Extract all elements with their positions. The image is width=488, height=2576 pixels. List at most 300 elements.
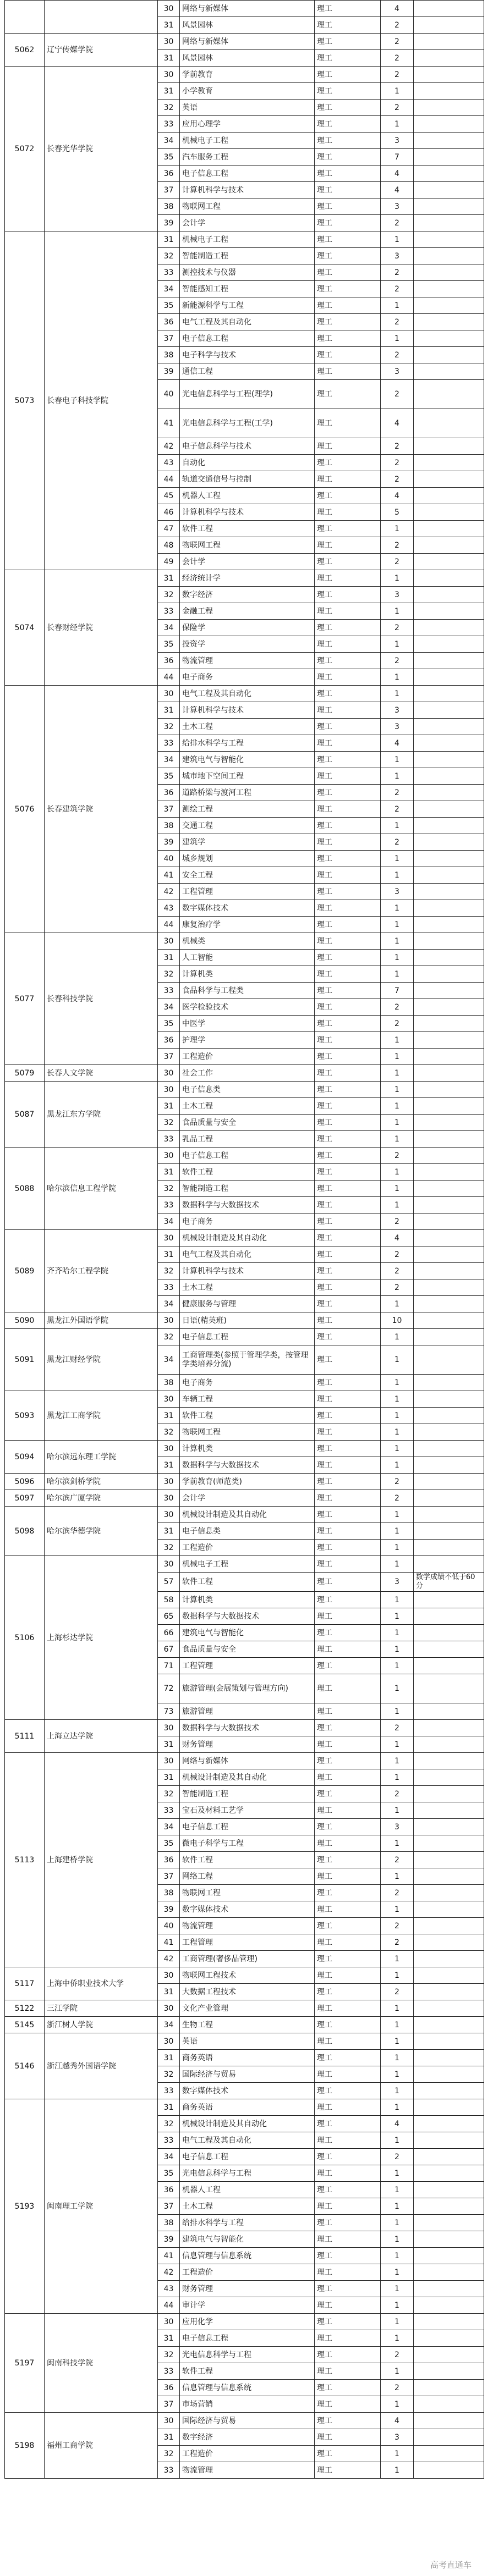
school-name-cell: 闽南科技学院 xyxy=(45,2314,158,2413)
school-code-cell: 5193 xyxy=(5,2099,45,2314)
plan-count-cell: 1 xyxy=(381,2083,414,2099)
major-number-cell: 34 xyxy=(158,620,180,636)
category-cell: 理工 xyxy=(315,1769,381,1786)
table-row xyxy=(5,231,484,248)
plan-count-cell: 2 xyxy=(381,1720,414,1736)
major-name-cell: 机器人工程 xyxy=(180,488,315,504)
major-name-cell: 旅游管理 xyxy=(180,1703,315,1720)
school-name-cell: 上海立达学院 xyxy=(45,1720,158,1753)
major-name-cell: 智能制造工程 xyxy=(180,1786,315,1802)
plan-count-cell: 1 xyxy=(381,1556,414,1573)
plan-count-cell: 3 xyxy=(381,1573,414,1592)
major-name-cell: 生物工程 xyxy=(180,2017,315,2033)
major-name-cell: 物联网工程技术 xyxy=(180,1967,315,1984)
table-row xyxy=(5,1474,484,1490)
major-name-cell: 电子信息工程 xyxy=(180,166,315,182)
major-number-cell: 39 xyxy=(158,834,180,851)
note-cell xyxy=(414,116,484,133)
major-name-cell: 电气工程及其自动化 xyxy=(180,2132,315,2149)
category-cell: 理工 xyxy=(315,1835,381,1852)
plan-count-cell: 4 xyxy=(381,409,414,438)
note-cell xyxy=(414,1115,484,1131)
category-cell: 理工 xyxy=(315,1556,381,1573)
major-name-cell: 会计学 xyxy=(180,1490,315,1507)
note-cell xyxy=(414,1,484,17)
major-number-cell: 32 xyxy=(158,587,180,603)
plan-count-cell: 2 xyxy=(381,801,414,818)
major-number-cell: 33 xyxy=(158,1197,180,1213)
plan-count-cell: 1 xyxy=(381,900,414,917)
category-cell: 理工 xyxy=(315,1329,381,1345)
plan-count-cell: 1 xyxy=(381,1049,414,1065)
note-cell xyxy=(414,1457,484,1474)
note-cell xyxy=(414,2314,484,2330)
major-name-cell: 土木工程 xyxy=(180,1279,315,1296)
plan-count-cell: 1 xyxy=(381,1641,414,1658)
category-cell: 理工 xyxy=(315,884,381,900)
major-name-cell: 电子信息工程 xyxy=(180,2330,315,2347)
note-cell xyxy=(414,2248,484,2264)
major-number-cell: 31 xyxy=(158,1408,180,1424)
major-number-cell: 45 xyxy=(158,488,180,504)
major-number-cell: 31 xyxy=(158,1098,180,1115)
school-name-cell: 长春建筑学院 xyxy=(45,686,158,933)
major-number-cell: 30 xyxy=(158,1490,180,1507)
plan-count-cell: 1 xyxy=(381,1625,414,1641)
note-cell xyxy=(414,1391,484,1408)
major-number-cell: 35 xyxy=(158,768,180,785)
major-name-cell: 商务英语 xyxy=(180,2099,315,2116)
plan-count-cell: 2 xyxy=(381,1786,414,1802)
table-row xyxy=(5,1082,484,1098)
table-row xyxy=(5,686,484,702)
major-name-cell: 电子商务 xyxy=(180,1213,315,1230)
plan-count-cell: 1 xyxy=(381,2231,414,2248)
plan-count-cell: 3 xyxy=(381,2429,414,2446)
note-cell xyxy=(414,1736,484,1753)
major-number-cell: 42 xyxy=(158,2264,180,2281)
major-name-cell: 投资学 xyxy=(180,636,315,653)
category-cell: 理工 xyxy=(315,2116,381,2132)
note-cell xyxy=(414,1658,484,1674)
school-name-cell: 齐齐哈尔工程学院 xyxy=(45,1230,158,1312)
plan-count-cell: 1 xyxy=(381,1424,414,1441)
category-cell: 理工 xyxy=(315,1540,381,1556)
category-cell: 理工 xyxy=(315,2281,381,2297)
note-cell xyxy=(414,34,484,50)
major-number-cell: 36 xyxy=(158,2182,180,2198)
major-name-cell: 国际经济与贸易 xyxy=(180,2413,315,2429)
school-code-cell: 5094 xyxy=(5,1441,45,1474)
note-cell xyxy=(414,1082,484,1098)
note-cell xyxy=(414,1263,484,1279)
plan-count-cell: 1 xyxy=(381,2066,414,2083)
note-cell xyxy=(414,1345,484,1375)
category-cell: 理工 xyxy=(315,2050,381,2066)
plan-count-cell: 1 xyxy=(381,1901,414,1918)
major-name-cell: 建筑电气与智能化 xyxy=(180,1625,315,1641)
note-cell xyxy=(414,1852,484,1868)
category-cell: 理工 xyxy=(315,1197,381,1213)
major-number-cell: 34 xyxy=(158,1819,180,1835)
school-code-cell: 5198 xyxy=(5,2413,45,2479)
note-cell xyxy=(414,867,484,884)
school-code-cell: 5146 xyxy=(5,2033,45,2099)
major-name-cell: 电气工程及其自动化 xyxy=(180,314,315,330)
plan-count-cell: 1 xyxy=(381,2033,414,2050)
major-name-cell: 小学教育 xyxy=(180,83,315,100)
major-name-cell: 会计学 xyxy=(180,215,315,231)
major-name-cell: 计算机科学与技术 xyxy=(180,702,315,719)
major-name-cell: 土木工程 xyxy=(180,1098,315,1115)
plan-count-cell: 3 xyxy=(381,363,414,380)
note-cell xyxy=(414,1181,484,1197)
plan-count-cell: 1 xyxy=(381,1592,414,1608)
plan-count-cell: 2 xyxy=(381,438,414,455)
note-cell xyxy=(414,1868,484,1885)
plan-count-cell: 1 xyxy=(381,1658,414,1674)
category-cell: 理工 xyxy=(315,2033,381,2050)
enrollment-plan-table xyxy=(4,0,484,2479)
major-name-cell: 计算机科学与技术 xyxy=(180,504,315,521)
note-cell xyxy=(414,314,484,330)
school-name-cell: 上海杉达学院 xyxy=(45,1556,158,1720)
category-cell: 理工 xyxy=(315,438,381,455)
major-name-cell: 电子信息工程 xyxy=(180,1148,315,1164)
major-name-cell: 经济统计学 xyxy=(180,570,315,587)
major-number-cell: 33 xyxy=(158,264,180,281)
school-code-cell: 5079 xyxy=(5,1065,45,1082)
major-name-cell: 数据科学与大数据技术 xyxy=(180,1720,315,1736)
major-number-cell: 46 xyxy=(158,504,180,521)
major-number-cell: 38 xyxy=(158,198,180,215)
major-number-cell: 31 xyxy=(158,950,180,966)
note-cell xyxy=(414,950,484,966)
major-name-cell: 电子信息工程 xyxy=(180,1329,315,1345)
major-name-cell: 电子信息工程 xyxy=(180,2149,315,2165)
category-cell: 理工 xyxy=(315,34,381,50)
note-cell xyxy=(414,2446,484,2462)
plan-count-cell: 2 xyxy=(381,999,414,1016)
major-number-cell: 34 xyxy=(158,999,180,1016)
note-cell xyxy=(414,1934,484,1951)
plan-count-cell: 5 xyxy=(381,504,414,521)
note-cell xyxy=(414,488,484,504)
major-number-cell: 30 xyxy=(158,67,180,83)
category-cell: 理工 xyxy=(315,1181,381,1197)
school-code-cell: 5087 xyxy=(5,1082,45,1148)
category-cell: 理工 xyxy=(315,570,381,587)
plan-count-cell: 1 xyxy=(381,1197,414,1213)
table-row xyxy=(5,1065,484,1082)
category-cell: 理工 xyxy=(315,1720,381,1736)
note-cell xyxy=(414,2099,484,2116)
major-number-cell: 44 xyxy=(158,669,180,686)
enrollment-plan-sheet xyxy=(4,0,484,2479)
major-name-cell: 日语(精英班) xyxy=(180,1312,315,1329)
note-cell xyxy=(414,264,484,281)
major-number-cell: 30 xyxy=(158,1391,180,1408)
plan-count-cell: 2 xyxy=(381,1213,414,1230)
major-name-cell: 物联网工程 xyxy=(180,1885,315,1901)
major-number-cell: 31 xyxy=(158,702,180,719)
plan-count-cell: 1 xyxy=(381,231,414,248)
major-number-cell: 30 xyxy=(158,1441,180,1457)
category-cell: 理工 xyxy=(315,67,381,83)
note-cell xyxy=(414,215,484,231)
category-cell: 理工 xyxy=(315,752,381,768)
plan-count-cell: 2 xyxy=(381,50,414,67)
category-cell: 理工 xyxy=(315,1246,381,1263)
note-cell xyxy=(414,851,484,867)
plan-count-cell: 1 xyxy=(381,1391,414,1408)
plan-count-cell: 2 xyxy=(381,67,414,83)
major-name-cell: 电子信息类 xyxy=(180,1082,315,1098)
school-code-cell: 5074 xyxy=(5,570,45,686)
note-cell xyxy=(414,801,484,818)
plan-count-cell: 1 xyxy=(381,570,414,587)
category-cell: 理工 xyxy=(315,2462,381,2479)
major-number-cell: 38 xyxy=(158,347,180,363)
plan-count-cell: 1 xyxy=(381,1098,414,1115)
note-cell xyxy=(414,1753,484,1769)
plan-count-cell: 1 xyxy=(381,1032,414,1049)
plan-count-cell: 1 xyxy=(381,2215,414,2231)
plan-count-cell: 2 xyxy=(381,537,414,554)
plan-count-cell: 4 xyxy=(381,182,414,198)
category-cell: 理工 xyxy=(315,83,381,100)
plan-count-cell: 1 xyxy=(381,2132,414,2149)
plan-count-cell: 1 xyxy=(381,1703,414,1720)
major-name-cell: 电子信息类 xyxy=(180,1523,315,1540)
major-number-cell: 36 xyxy=(158,653,180,669)
major-number-cell: 44 xyxy=(158,2297,180,2314)
major-name-cell: 信息管理与信息系统 xyxy=(180,2248,315,2264)
category-cell: 理工 xyxy=(315,1573,381,1592)
major-number-cell: 34 xyxy=(158,2017,180,2033)
note-cell xyxy=(414,2000,484,2017)
major-number-cell: 38 xyxy=(158,1375,180,1391)
plan-count-cell: 2 xyxy=(381,1934,414,1951)
major-number-cell: 31 xyxy=(158,2050,180,2066)
major-name-cell: 物联网工程 xyxy=(180,537,315,554)
note-cell xyxy=(414,521,484,537)
plan-count-cell: 1 xyxy=(381,818,414,834)
major-name-cell: 数字媒体技术 xyxy=(180,1901,315,1918)
plan-count-cell: 2 xyxy=(381,264,414,281)
note-cell xyxy=(414,2231,484,2248)
major-name-cell: 审计学 xyxy=(180,2297,315,2314)
category-cell: 理工 xyxy=(315,2099,381,2116)
major-name-cell: 电子信息工程 xyxy=(180,1819,315,1835)
note-cell xyxy=(414,2066,484,2083)
major-number-cell: 37 xyxy=(158,2198,180,2215)
note-cell xyxy=(414,438,484,455)
school-code-cell: 5098 xyxy=(5,1507,45,1556)
major-number-cell: 37 xyxy=(158,182,180,198)
major-name-cell: 工程管理 xyxy=(180,884,315,900)
note-cell xyxy=(414,1608,484,1625)
table-row xyxy=(5,2033,484,2050)
note-cell xyxy=(414,1951,484,1967)
plan-count-cell: 1 xyxy=(381,2314,414,2330)
note-cell xyxy=(414,2297,484,2314)
note-cell xyxy=(414,2132,484,2149)
school-code-cell: 5076 xyxy=(5,686,45,933)
category-cell: 理工 xyxy=(315,851,381,867)
table-row xyxy=(5,1329,484,1345)
category-cell: 理工 xyxy=(315,50,381,67)
category-cell: 理工 xyxy=(315,1016,381,1032)
major-number-cell: 33 xyxy=(158,2083,180,2099)
major-name-cell: 乳品工程 xyxy=(180,1131,315,1148)
plan-count-cell: 2 xyxy=(381,554,414,570)
category-cell: 理工 xyxy=(315,198,381,215)
plan-count-cell: 1 xyxy=(381,2297,414,2314)
major-number-cell: 57 xyxy=(158,1573,180,1592)
category-cell: 理工 xyxy=(315,669,381,686)
note-cell xyxy=(414,1984,484,2000)
major-name-cell: 电子信息科学与技术 xyxy=(180,438,315,455)
category-cell: 理工 xyxy=(315,17,381,34)
school-code-cell: 5088 xyxy=(5,1148,45,1230)
major-name-cell: 保险学 xyxy=(180,620,315,636)
category-cell: 理工 xyxy=(315,537,381,554)
major-number-cell: 33 xyxy=(158,2363,180,2380)
school-code-cell: 5089 xyxy=(5,1230,45,1312)
note-cell xyxy=(414,636,484,653)
plan-count-cell: 2 xyxy=(381,2380,414,2396)
note-cell xyxy=(414,1032,484,1049)
plan-count-cell: 2 xyxy=(381,834,414,851)
major-name-cell: 工程造价 xyxy=(180,2446,315,2462)
major-number-cell: 41 xyxy=(158,1934,180,1951)
note-cell xyxy=(414,2182,484,2198)
category-cell: 理工 xyxy=(315,1441,381,1457)
major-number-cell: 35 xyxy=(158,297,180,314)
category-cell: 理工 xyxy=(315,2198,381,2215)
plan-count-cell: 4 xyxy=(381,488,414,504)
note-cell xyxy=(414,1312,484,1329)
table-row xyxy=(5,1507,484,1523)
plan-count-cell: 2 xyxy=(381,1490,414,1507)
table-row xyxy=(5,1312,484,1329)
category-cell: 理工 xyxy=(315,347,381,363)
category-cell: 理工 xyxy=(315,409,381,438)
major-number-cell: 37 xyxy=(158,1049,180,1065)
note-cell xyxy=(414,1540,484,1556)
note-cell xyxy=(414,1424,484,1441)
major-name-cell: 英语 xyxy=(180,2033,315,2050)
school-name-cell: 哈尔滨广厦学院 xyxy=(45,1490,158,1507)
major-name-cell: 机械类 xyxy=(180,933,315,950)
plan-count-cell: 1 xyxy=(381,2017,414,2033)
table-row xyxy=(5,1967,484,1984)
category-cell: 理工 xyxy=(315,504,381,521)
major-name-cell: 机械设计制造及其自动化 xyxy=(180,2116,315,2132)
plan-count-cell: 1 xyxy=(381,1296,414,1312)
plan-count-cell: 2 xyxy=(381,620,414,636)
major-name-cell: 物流管理 xyxy=(180,1918,315,1934)
note-cell xyxy=(414,133,484,149)
note-cell xyxy=(414,2017,484,2033)
plan-count-cell: 3 xyxy=(381,884,414,900)
major-name-cell: 应用心理学 xyxy=(180,116,315,133)
category-cell: 理工 xyxy=(315,719,381,735)
table-row xyxy=(5,2000,484,2017)
note-cell xyxy=(414,1556,484,1573)
note-cell xyxy=(414,50,484,67)
plan-count-cell: 3 xyxy=(381,702,414,719)
major-name-cell: 计算机类 xyxy=(180,966,315,983)
category-cell: 理工 xyxy=(315,1507,381,1523)
category-cell: 理工 xyxy=(315,2132,381,2149)
plan-count-cell: 1 xyxy=(381,752,414,768)
major-number-cell: 30 xyxy=(158,1753,180,1769)
plan-count-cell: 2 xyxy=(381,653,414,669)
plan-count-cell: 2 xyxy=(381,34,414,50)
major-number-cell: 30 xyxy=(158,686,180,702)
major-name-cell: 工商管理类(参照于管理学类，按管理学类培养分流) xyxy=(180,1345,315,1375)
major-number-cell: 43 xyxy=(158,900,180,917)
school-name-cell: 长春财经学院 xyxy=(45,570,158,686)
note-cell xyxy=(414,1441,484,1457)
category-cell: 理工 xyxy=(315,166,381,182)
major-name-cell: 计算机类 xyxy=(180,1592,315,1608)
major-number-cell: 30 xyxy=(158,1082,180,1098)
major-number-cell: 40 xyxy=(158,851,180,867)
major-number-cell: 41 xyxy=(158,2248,180,2264)
major-name-cell: 网络工程 xyxy=(180,1868,315,1885)
major-number-cell: 32 xyxy=(158,1329,180,1345)
plan-count-cell: 1 xyxy=(381,1164,414,1181)
note-cell xyxy=(414,2033,484,2050)
plan-count-cell: 1 xyxy=(381,2050,414,2066)
plan-count-cell: 1 xyxy=(381,521,414,537)
plan-count-cell: 1 xyxy=(381,1967,414,1984)
major-name-cell: 工商管理(奢侈品管理) xyxy=(180,1951,315,1967)
plan-count-cell: 2 xyxy=(381,1246,414,1263)
plan-count-cell: 4 xyxy=(381,1,414,17)
category-cell: 理工 xyxy=(315,2429,381,2446)
category-cell: 理工 xyxy=(315,2215,381,2231)
major-number-cell: 34 xyxy=(158,1345,180,1375)
major-name-cell: 电子信息工程 xyxy=(180,330,315,347)
major-number-cell: 30 xyxy=(158,34,180,50)
table-row xyxy=(5,34,484,50)
note-cell xyxy=(414,620,484,636)
major-name-cell: 车辆工程 xyxy=(180,1391,315,1408)
note-cell xyxy=(414,834,484,851)
plan-count-cell: 1 xyxy=(381,297,414,314)
note-cell xyxy=(414,1625,484,1641)
major-number-cell: 39 xyxy=(158,215,180,231)
category-cell: 理工 xyxy=(315,917,381,933)
major-number-cell: 31 xyxy=(158,1984,180,2000)
category-cell: 理工 xyxy=(315,2380,381,2396)
major-number-cell: 30 xyxy=(158,1148,180,1164)
major-name-cell: 食品质量与安全 xyxy=(180,1641,315,1658)
major-number-cell: 40 xyxy=(158,380,180,409)
plan-count-cell: 2 xyxy=(381,17,414,34)
plan-count-cell: 1 xyxy=(381,2198,414,2215)
category-cell: 理工 xyxy=(315,314,381,330)
category-cell: 理工 xyxy=(315,116,381,133)
plan-count-cell: 1 xyxy=(381,2165,414,2182)
category-cell: 理工 xyxy=(315,834,381,851)
major-number-cell: 30 xyxy=(158,2413,180,2429)
major-number-cell: 30 xyxy=(158,933,180,950)
